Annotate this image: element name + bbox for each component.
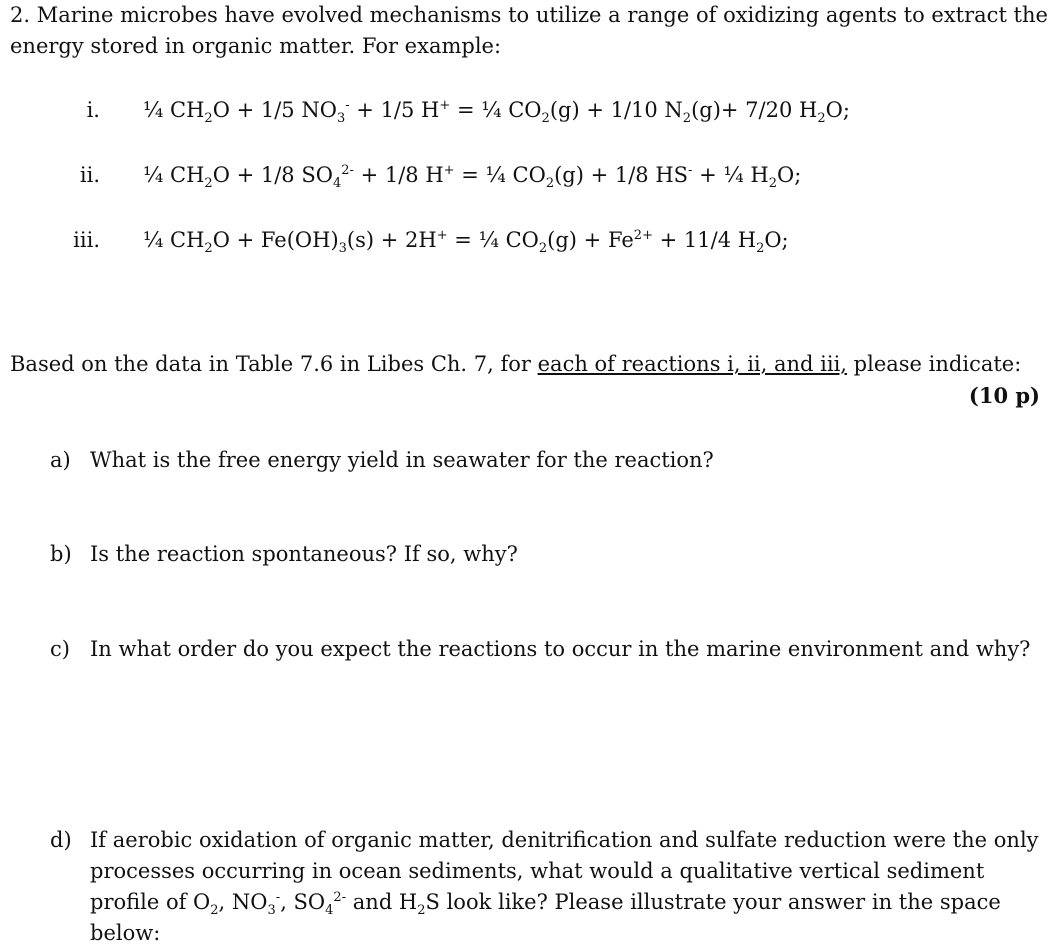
reaction-ii [0, 160, 1000, 192]
reaction-equation: ¼ $CH_2O + Fe(OH)_3(s) + 2H^+$ = ¼ $CO_2(g) + Fe^{2+} + 11/4$ $H_2O$; [143, 228, 789, 256]
reaction-iii [0, 225, 1000, 257]
question-text: Is the reaction spontaneous? If so, why? [90, 542, 518, 566]
question-label: d) [50, 828, 72, 852]
question-label: c) [50, 637, 70, 661]
points-value: (10 p) [968, 383, 1040, 408]
reaction-equation: ¼ $CH_2O + 1/8$ $SO_4^{2-} + 1/8$ H+ = ¼ $CO_2(g) + 1/8$ HS- + ¼ $H_2O$; [143, 163, 802, 191]
reaction-equation: ¼ $CH_2O + 1/5$ $NO_3^- + 1/5$ H+ = ¼ $CO_2(g) + 1/10$ $N_2(g)+ 7/20$ $H_2O$; [143, 98, 850, 126]
reaction-numeral: ii. [79, 163, 100, 187]
reaction-i [0, 95, 1000, 127]
reaction-numeral: iii. [73, 228, 100, 252]
problem-intro: 2. Marine microbes have evolved mechanisms to utilize a range of oxidizing agents to extract the energy stored in organic matter. For example: [10, 3, 1048, 58]
question-text: In what order do you expect the reactions to occur in the marine environment and why? [90, 637, 1031, 661]
reaction-numeral: i. [86, 98, 100, 122]
question-text: What is the free energy yield in seawater for the reaction? [90, 448, 714, 472]
emphasis-underline: each of reactions i, ii, and iii, [537, 352, 847, 376]
instruction-prompt: Based on the data in Table 7.6 in Libes Ch. 7, for each of reactions i, ii, and iii, please indicate: [10, 352, 1022, 376]
question-label: a) [50, 448, 71, 472]
question-label: b) [50, 542, 72, 566]
question-text: If aerobic oxidation of organic matter, denitrification and sulfate reduction were the only processes occurring in ocean sediments, what would a qualitative vertical sediment profile of $O_2$, $NO_3^-$, $SO_4^{2-}$ and $H_2S$ look like? Please illustrate your answer in the space below: [90, 828, 1039, 945]
